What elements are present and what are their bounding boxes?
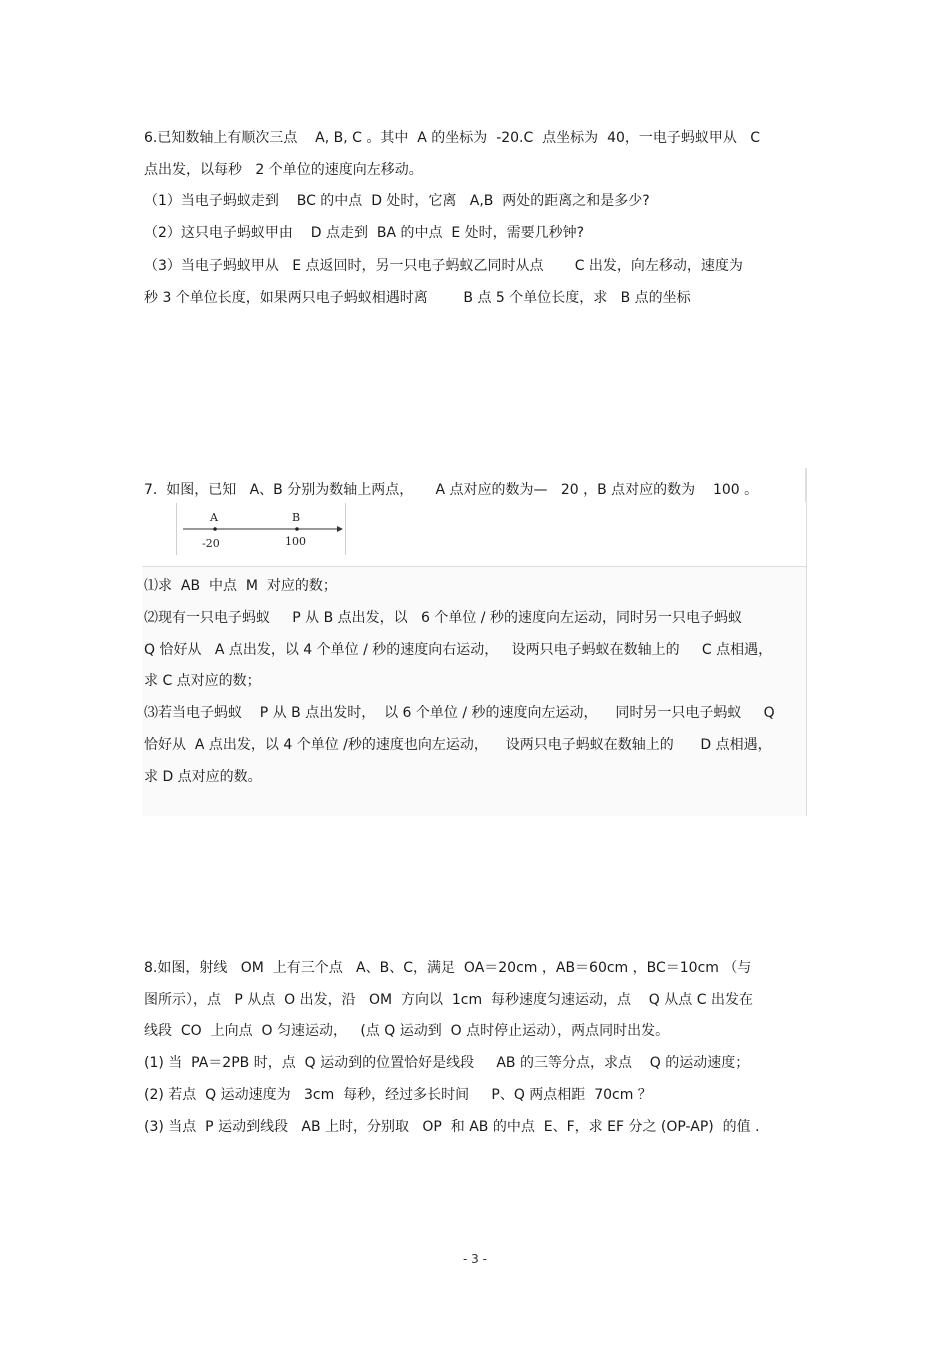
q6-line-4: （2）这只电子蚂蚁甲由 D 点走到 BA 的中点 E 处时，需要几秒钟?: [144, 225, 585, 241]
q7-intro: 7. 如图，已知 A、B 分别为数轴上两点， A 点对应的数为— 20 ，B 点对应的数为 100 。: [144, 482, 759, 498]
point-b-dot: [295, 527, 299, 531]
q7-line-7: 求 D 点对应的数。: [144, 769, 262, 785]
q6-line-2: 点出发，以每秒 2 个单位的速度向左移动。: [144, 162, 423, 178]
q8-line-1: 8.如图，射线 OM 上有三个点 A、B、C，满足 OA＝20cm ，AB＝60cm ，BC＝10cm （与: [144, 960, 752, 976]
number-line-arrow-icon: [337, 526, 343, 532]
q7-line-2: ⑵现有一只电子蚂蚁 P 从 B 点出发，以 6 个单位 / 秒的速度向左运动，同时另一只电子蚂蚁: [144, 610, 742, 626]
q7-line-4: 求 C 点对应的数；: [144, 673, 261, 689]
q8-line-5: (2) 若点 Q 运动速度为 3cm 每秒，经过多长时间 P、Q 两点相距 70cm ？: [144, 1087, 652, 1103]
q7-line-1: ⑴求 AB 中点 M 对应的数；: [144, 578, 337, 594]
q7-line-3: Q 恰好从 A 点出发，以 4 个单位 / 秒的速度向右运动， 设两只电子蚂蚁在数轴上的 C 点相遇，: [144, 642, 773, 658]
q8-line-6: (3) 当点 P 运动到线段 AB 上时，分别取 OP 和 AB 的中点 E、F，求 EF 分之 (OP-AP) 的值 .: [144, 1119, 760, 1135]
point-a-value: -20: [202, 537, 220, 550]
q8-line-4: (1) 当 PA＝2PB 时，点 Q 运动到的位置恰好是线段 AB 的三等分点，求点 Q 的运动速度；: [144, 1055, 750, 1071]
q7-divider: [142, 566, 806, 567]
number-line-svg: [177, 503, 345, 555]
page-number: - 3 -: [463, 1252, 487, 1266]
point-b-value: 100: [285, 535, 306, 548]
point-b-label: B: [292, 511, 301, 524]
q6-line-5: （3）当电子蚂蚁甲从 E 点返回时，另一只电子蚂蚁乙同时从点 C 出发，向左移动，速度为: [144, 258, 743, 274]
q6-line-6: 秒 3 个单位长度，如果两只电子蚂蚁相遇时离 B 点 5 个单位长度，求 B 点的坐标: [144, 290, 691, 306]
point-a-label: A: [210, 511, 218, 524]
q8-line-3: 线段 CO 上向点 O 匀速运动， (点 Q 运动到 O 点时停止运动），两点同时出发。: [144, 1023, 670, 1039]
number-line-figure: [176, 503, 346, 555]
q6-line-3: （1）当电子蚂蚁走到 BC 的中点 D 处时，它离 A,B 两处的距离之和是多少?: [144, 193, 650, 209]
q7-line-6: 恰好从 A 点出发，以 4 个单位 /秒的速度也向左运动， 设两只电子蚂蚁在数轴上的 D 点相遇，: [144, 737, 772, 753]
q7-line-5: ⑶若当电子蚂蚁 P 从 B 点出发时， 以 6 个单位 / 秒的速度向左运动， 同时另一只电子蚂蚁 Q: [144, 705, 775, 721]
q6-line-1: 6.已知数轴上有顺次三点 A, B, C 。其中 A 的坐标为 -20.C 点坐标为 40，一电子蚂蚁甲从 C: [144, 130, 761, 146]
point-a-dot: [213, 527, 217, 531]
q8-line-2: 图所示），点 P 从点 O 出发，沿 OM 方向以 1cm 每秒速度匀速运动，点 Q 从点 C 出发在: [144, 992, 753, 1008]
